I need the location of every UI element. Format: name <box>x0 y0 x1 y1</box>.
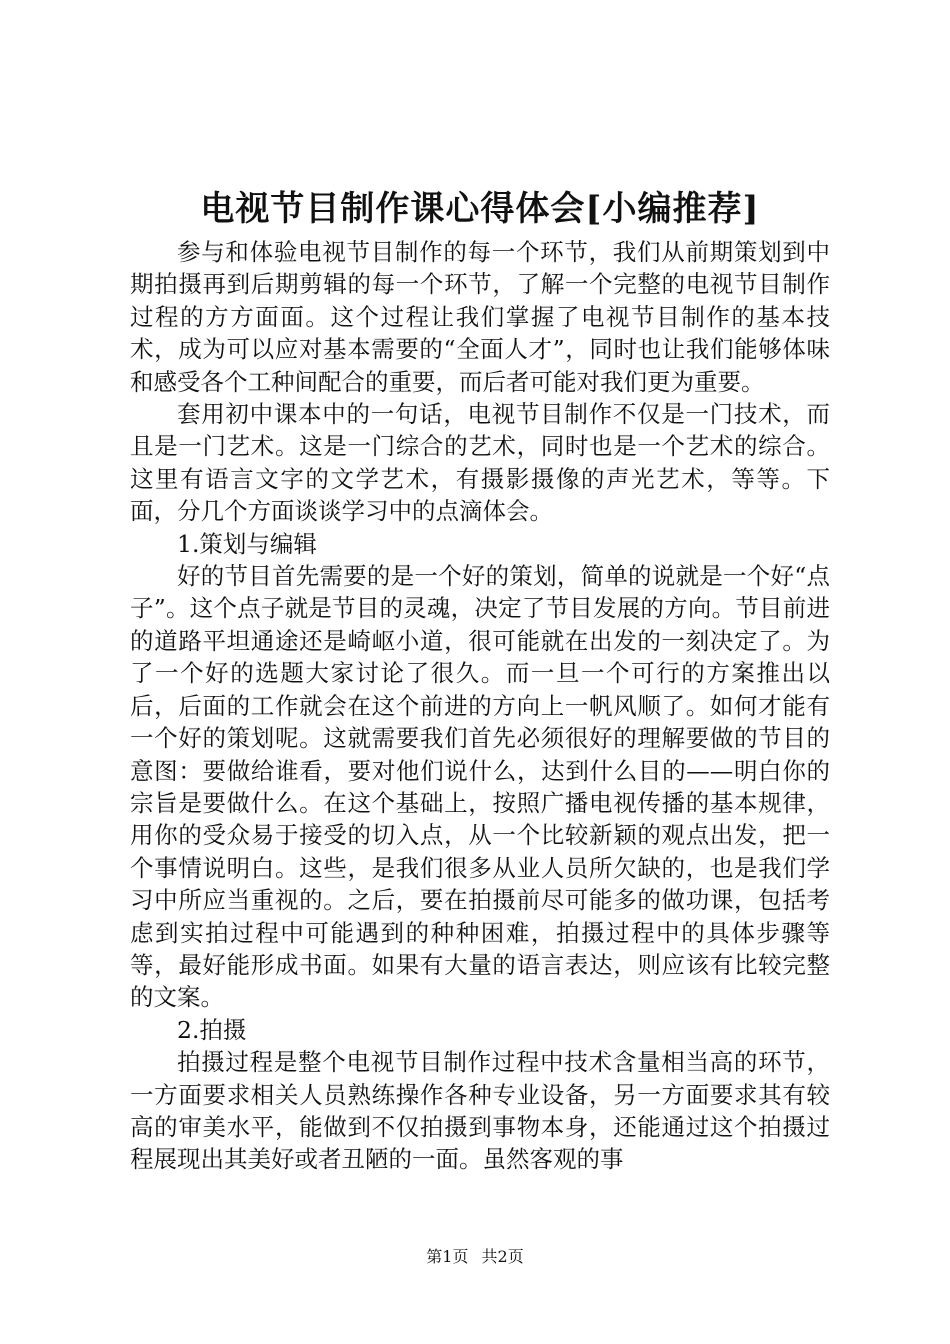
section-heading-shooting: 2.拍摄 <box>177 1015 247 1044</box>
paragraph-intro: 参与和体验电视节目制作的每一个环节，我们从前期策划到中期拍摄再到后期剪辑的每一个环节，了解一个完整的电视节目制作过程的方方面面。这个过程让我们掌握了电视节目制作的基本技术，成为可以应对基本需要的“全面人才”，同时也让我们能够体味和感受各个工种间配合的重要，而后者可能对我们更为重要。 <box>130 238 830 396</box>
section-heading-planning: 1.策划与编辑 <box>177 529 317 558</box>
paragraph-art: 套用初中课本中的一句话，电视节目制作不仅是一门技术，而且是一门艺术。这是一门综合的艺术，同时也是一个艺术的综合。这里有语言文字的文学艺术，有摄影摄像的声光艺术，等等。下面，分几个方面谈谈学习中的点滴体会。 <box>130 400 830 526</box>
paragraph-planning: 好的节目首先需要的是一个好的策划，简单的说就是一个好“点子”。这个点子就是节目的灵魂，决定了节目发展的方向。节目前进的道路平坦通途还是崎岖小道，很可能就在出发的一刻决定了。为了一个好的选题大家讨论了很久。而一旦一个可行的方案推出以后，后面的工作就会在这个前进的方向上一帆风顺了。如何才能有一个好的策划呢。这就需要我们首先必须很好的理解要做的节目的意图：要做给谁看，要对他们说什么，达到什么目的——明白你的宗旨是要做什么。在这个基础上，按照广播电视传播的基本规律，用你的受众易于接受的切入点，从一个比较新颖的观点出发，把一个事情说明白。这些，是我们很多从业人员所欠缺的，也是我们学习中所应当重视的。之后，要在拍摄前尽可能多的做功课，包括考虑到实拍过程中可能遇到的种种困难，拍摄过程中的具体步骤等等，最好能形成书面。如果有大量的语言表达，则应该有比较完整的文案。 <box>130 562 830 1012</box>
page-total: 共2页 <box>481 1247 524 1266</box>
page-footer <box>0 1244 950 1267</box>
paragraph-shooting: 拍摄过程是整个电视节目制作过程中技术含量相当高的环节，一方面要求相关人员熟练操作各种专业设备，另一方面要求其有较高的审美水平，能做到不仅拍摄到事物本身，还能通过这个拍摄过程展现出其美好或者丑陋的一面。虽然客观的事 <box>130 1048 830 1174</box>
page-number: 第1页 <box>426 1247 469 1266</box>
document-page <box>130 186 830 1176</box>
document-title: 电视节目制作课心得体会[小编推荐] <box>200 189 760 229</box>
